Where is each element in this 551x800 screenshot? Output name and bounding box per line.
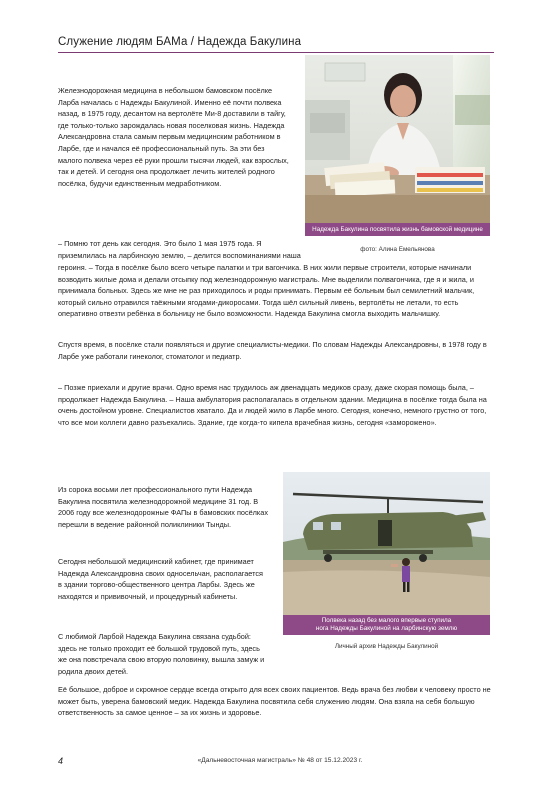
doctor-photo-credit: фото: Алина Емельянова (360, 246, 435, 253)
helicopter-photo-image (283, 472, 490, 615)
closing-paragraph: Её большое, доброе и скромное сердце всегда открыто для всех своих пациентов. Ведь врача без любви к человеку просто не может быть, уверена бамовский медик. Надежда Бакулина посвятила себя служению людям. Она взяла на себя большую ответственность за самое ценное – за их жизнь и здоровье. (58, 685, 491, 718)
memories-paragraph (58, 262, 494, 344)
doctor-photo-caption-text: Надежда Бакулина посвятила жизнь бамовской медицине (312, 225, 483, 233)
publication-info: «Дальневосточная магистраль» № 48 от 15.12.2023 г. (197, 757, 363, 764)
header-divider (58, 52, 494, 53)
helicopter-caption-line2: нога Надежды Бакулиной на ларбинскую землю (315, 625, 458, 632)
doctor-photo-caption (305, 223, 490, 236)
doctor-photo (305, 55, 490, 223)
other-doctors-paragraph: – Позже приехали и другие врачи. Одно время нас трудилось аж двенадцать медиков сразу, даже скорая помощь была, – продолжает Надежда Бакулина. – Наша амбулатория располагалась в отдельном здании. Медицина в посёлке тогда была на очень достойном уровне. Специалистов хватало. Да и людей жило в Ларбе много. Сегодня, конечно, немного грустно от того, что все мои коллеги давно разъехались. Здание, где когда-то кипела врачебная жизнь, сегодня «заморожено». (58, 383, 487, 427)
memories-paragraph-lead (58, 238, 302, 262)
helicopter-photo-caption (283, 615, 490, 635)
intro-paragraph: Железнодорожная медицина в небольшом бамовском посёлке Ларба началась с Надежды Бакулиной. Именно её почти полвека назад, в 1975 году, десантом на вертолёте Ми-8 доставили в тайгу, где только-только зарождалась новая поселковая жизнь. Надежда Александровна стала самым первым медицинским работником в Ларбе, где и начался её профессиональный путь. За эти без малого полвека через её руки прошли тысячи людей, как взрослых, так и детей. И сегодня она продолжает лечить жителей родного посёлка, будучи единственным медработником. (58, 86, 289, 188)
family-paragraph: С любимой Ларбой Надежда Бакулина связана судьбой: здесь не только проходит её большой трудовой путь, здесь же она повстречала свою вторую половинку, вышла замуж и родила двоих детей. (58, 632, 265, 676)
memories-text-lead: – Помню тот день как сегодня. Это было 1 мая 1975 года. Я приземлилась на ларбинскую землю, – делится воспоминаниями наша (58, 239, 301, 260)
memories-text: героиня. – Тогда в посёлке было всего четыре палатки и три вагончика. В них жили первые строители, которые начинали возводить жилые дома и делали отсыпку под железнодорожную магистраль. Мне выделили полвагончика, где я и жила, и принимала больных. Здесь же мне не раз приходилось и роды принимать. Первым её больным был семилетний мальчик, который сильно отравился таёжными ягодами-дикоросами. Тогда шёл сильный ливень, вертолёты не летали, то есть оперативно отвезти ребёнка в больницу не было возможности. Надежда Бакулина смогла выходить мальчишку. (58, 263, 475, 319)
cabinet-paragraph: Сегодня небольшой медицинский кабинет, где принимает Надежда Александровна своих односельчан, располагается в здании торгово-общественного центра Ларбы. Здесь же находятся и прививочный, и процедурный кабинеты. (58, 557, 263, 601)
helicopter-caption-line1: Полвека назад без малого впервые ступила (321, 617, 452, 624)
doctor-photo-image (305, 55, 490, 223)
career-paragraph: Из сорока восьми лет профессионального пути Надежда Бакулина посвятила железнодорожной медицине 31 год. В 2006 году все железнодорожные ФАПы в бамовских посёлках перешли в ведение районной поликлиники Тынды. (58, 485, 268, 529)
specialists-paragraph: Спустя время, в посёлке стали появляться и другие специалисты-медики. По словам Надежды Александровны, в 1978 году в Ларбе уже работали гинеколог, стоматолог и педиатр. (58, 340, 487, 361)
page-number: 4 (58, 756, 64, 766)
helicopter-photo-credit: Личный архив Надежды Бакулиной (334, 643, 439, 650)
page-header-title: Служение людям БАМа / Надежда Бакулина (58, 36, 302, 48)
helicopter-photo (283, 472, 490, 615)
